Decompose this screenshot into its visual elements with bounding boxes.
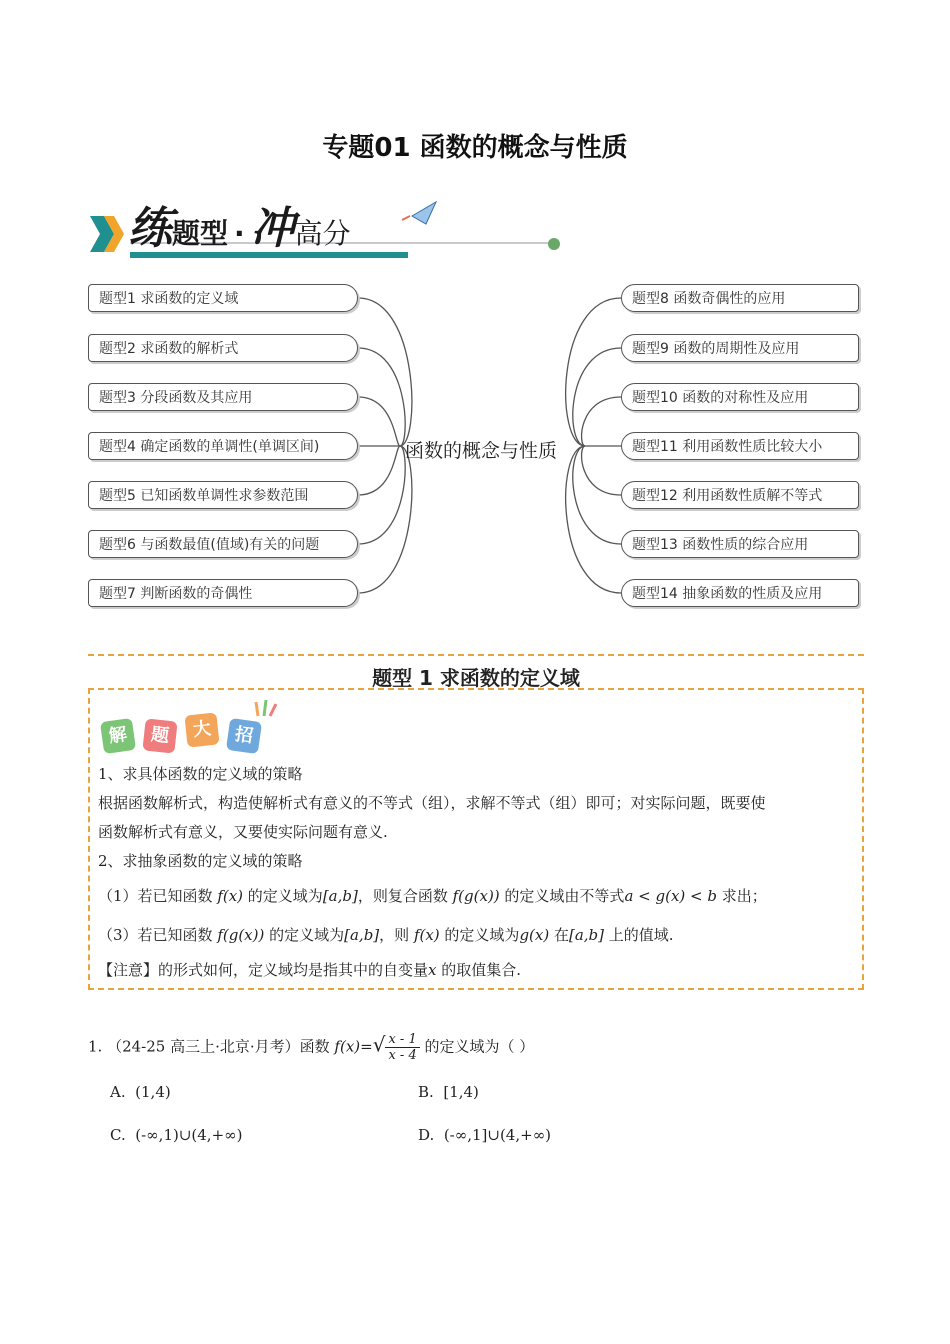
tile-1: 解 <box>100 718 136 754</box>
option-a[interactable]: A. (1,4) <box>110 1083 171 1101</box>
tip-line-4: 2、求抽象函数的定义域的策略 <box>98 852 303 870</box>
section-heading: 题型 1 求函数的定义域 <box>88 654 864 691</box>
tile-3: 大 <box>184 712 219 747</box>
question-tail: 的定义域为（ ） <box>419 1037 535 1056</box>
topic-5[interactable]: 题型5 已知函数单调性求参数范围 <box>88 481 358 509</box>
banner-word-2: 高分 <box>294 217 351 250</box>
tips-box <box>88 688 864 990</box>
tile-4: 招 <box>226 718 262 754</box>
topic-9[interactable]: 题型9 函数的周期性及应用 <box>621 334 859 362</box>
option-b[interactable]: B. [1,4) <box>418 1083 479 1101</box>
tile-2: 题 <box>142 718 177 753</box>
topic-12[interactable]: 题型12 利用函数性质解不等式 <box>621 481 859 509</box>
question-1: 1. （24-25 高三上·北京·月考）函数 f(x)=√ $\frac{x - 1}{x - 4}$ 的定义域为（ ） <box>88 1032 535 1063</box>
topic-13[interactable]: 题型13 函数性质的综合应用 <box>621 530 859 558</box>
tip-line-6: （3）若已知函数 f(g(x)) 的定义域为[a,b]，则 f(x) 的定义域为g(x) 在[a,b] 上的值域. <box>98 926 674 944</box>
tip-line-2: 根据函数解析式，构造使解析式有意义的不等式（组），求解不等式（组）即可；对实际问题，既要使 <box>98 794 766 812</box>
topic-8[interactable]: 题型8 函数奇偶性的应用 <box>621 284 859 312</box>
topic-11[interactable]: 题型11 利用函数性质比较大小 <box>621 432 859 460</box>
topic-2[interactable]: 题型2 求函数的解析式 <box>88 334 358 362</box>
tip-line-7: 【注意】的形式如何，定义域均是指其中的自变量x 的取值集合. <box>98 961 522 979</box>
banner-char-2: 冲 <box>250 203 295 254</box>
topic-7[interactable]: 题型7 判断函数的奇偶性 <box>88 579 358 607</box>
question-source: （24-25 高三上·北京·月考）函数 <box>107 1037 335 1056</box>
topic-10[interactable]: 题型10 函数的对称性及应用 <box>621 383 859 411</box>
option-c[interactable]: C. (-∞,1)∪(4,+∞) <box>110 1126 243 1144</box>
question-function: f(x)= <box>334 1037 373 1056</box>
tip-line-3: 函数解析式有意义，又要使实际问题有意义. <box>98 823 388 841</box>
sparkle-icon <box>254 696 280 718</box>
topic-3[interactable]: 题型3 分段函数及其应用 <box>88 383 358 411</box>
tip-line-5: （1）若已知函数 f(x) 的定义域为[a,b]，则复合函数 f(g(x)) 的定义域由不等式a < g(x) < b 求出； <box>98 887 767 905</box>
topic-1[interactable]: 题型1 求函数的定义域 <box>88 284 358 312</box>
topic-4[interactable]: 题型4 确定函数的单调性(单调区间) <box>88 432 358 460</box>
page-title: 专题01 函数的概念与性质 <box>322 133 628 163</box>
question-number: 1. <box>88 1037 103 1056</box>
banner-word-1: 题型 <box>172 217 229 250</box>
banner-char-1: 练 <box>128 203 172 254</box>
mindmap-center: 函数的概念与性质 <box>405 440 558 462</box>
tip-line-1: 1、求具体函数的定义域的策略 <box>98 765 303 783</box>
question-fraction: $\frac{x - 1}{x - 4}$ <box>385 1032 419 1063</box>
option-d[interactable]: D. (-∞,1]∪(4,+∞) <box>418 1126 552 1144</box>
banner-dot: · <box>234 217 245 250</box>
topic-6[interactable]: 题型6 与函数最值(值域)有关的问题 <box>88 530 358 558</box>
topic-14[interactable]: 题型14 抽象函数的性质及应用 <box>621 579 859 607</box>
